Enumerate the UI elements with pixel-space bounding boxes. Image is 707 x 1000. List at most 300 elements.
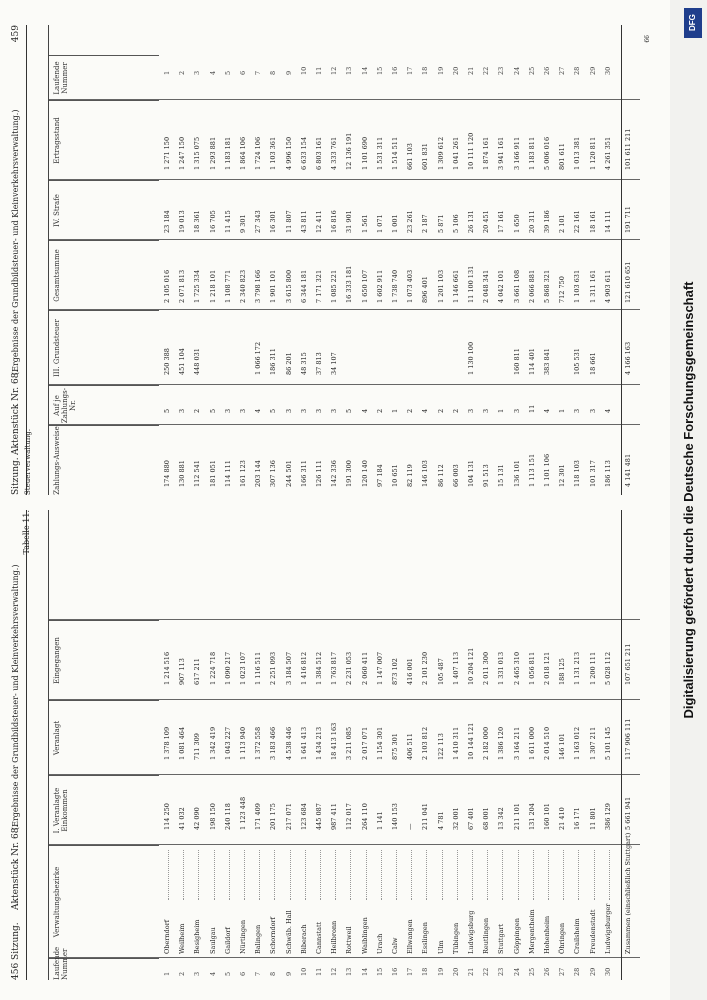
right-cell-e: 14 111 <box>603 210 612 233</box>
leader-dots <box>274 850 275 900</box>
table-row <box>328 25 341 495</box>
row-number: 15 <box>375 967 384 976</box>
right-cell-g: 12 <box>330 66 339 75</box>
table-row <box>252 25 265 495</box>
right-cell-e: 11 807 <box>284 210 293 233</box>
income-value: 1 141 <box>375 811 384 830</box>
left-col-head: Verwaltungsbezirke <box>49 845 159 958</box>
right-sub-title: Steuerverwaltung. <box>24 428 32 495</box>
right-cell-e: 18 161 <box>588 210 597 233</box>
right-cell-e: 43 811 <box>299 210 308 233</box>
right-cell-a: 10 651 <box>391 464 399 487</box>
received-value: 873 102 <box>391 658 399 685</box>
leader-dots <box>396 850 397 900</box>
left-header-mid: Aktenstück Nr. 68. <box>11 824 21 910</box>
right-cell-e: 2 101 <box>558 214 567 233</box>
right-total-a: 4 141 481 <box>624 453 632 487</box>
right-col-head: IV. Strafe <box>49 180 159 240</box>
leader-dots <box>533 850 534 900</box>
right-cell-g: 22 <box>482 66 491 75</box>
table-row <box>419 510 432 980</box>
row-number: 5 <box>223 971 232 976</box>
right-cell-b: 3 <box>223 408 232 413</box>
right-cell-a: 104 131 <box>467 460 475 487</box>
right-cell-g: 15 <box>375 66 384 75</box>
right-cell-g: 23 <box>497 66 506 75</box>
right-cell-d: 4 903 611 <box>603 269 612 303</box>
table-row <box>176 25 189 495</box>
table-row <box>359 510 372 980</box>
table-row <box>207 25 220 495</box>
right-cell-d: 3 615 800 <box>284 269 293 303</box>
table-row <box>602 25 615 495</box>
row-number: 17 <box>406 967 415 976</box>
right-cell-a: 114 111 <box>223 460 232 487</box>
leader-dots <box>229 850 230 900</box>
assessed-value: 3 183 466 <box>269 726 278 760</box>
right-cell-g: 27 <box>558 66 567 75</box>
income-value: 32 001 <box>451 807 460 830</box>
right-cell-e: 23 184 <box>163 210 171 233</box>
left-page <box>11 510 640 980</box>
right-cell-f: 10 111 120 <box>467 132 475 170</box>
right-cell-d: 3 798 166 <box>254 269 263 303</box>
table-row <box>465 25 478 495</box>
right-cell-a: 146 103 <box>421 460 430 487</box>
district-name: Reutlingen <box>482 917 491 954</box>
right-cell-f: 12 136 191 <box>345 132 354 170</box>
table-row <box>435 510 448 980</box>
assessed-value: 406 511 <box>406 733 415 760</box>
right-cell-g: 24 <box>512 66 521 75</box>
right-cell-e: 9 301 <box>239 214 247 233</box>
income-value: 16 171 <box>573 807 582 830</box>
received-value: 617 211 <box>193 658 202 685</box>
income-value: 198 150 <box>208 803 217 830</box>
leader-dots <box>183 850 184 900</box>
right-cell-e: 1 561 <box>360 214 369 233</box>
row-number: 3 <box>193 971 202 976</box>
leader-dots <box>168 850 169 900</box>
district-name: Oberndorf <box>163 919 171 954</box>
right-cell-f: 601 831 <box>421 143 430 170</box>
table-row <box>571 510 584 980</box>
right-cell-f: 1 309 612 <box>436 136 445 170</box>
assessed-value: 1 163 012 <box>573 726 582 760</box>
table-row <box>480 25 493 495</box>
right-cell-d: 712 750 <box>558 276 567 303</box>
income-value: 211 101 <box>512 803 521 830</box>
income-value: 41 032 <box>178 807 187 830</box>
right-cell-d: 1 103 631 <box>573 269 582 303</box>
right-cell-c: 250 388 <box>163 348 171 375</box>
assessed-value: 2 017 071 <box>360 726 369 760</box>
row-number: 14 <box>360 967 369 976</box>
table-row <box>283 25 296 495</box>
received-value: 2 018 121 <box>543 651 551 685</box>
left-header-left: 456 Sitzung. <box>11 922 21 980</box>
district-name: Weilheim <box>178 923 187 954</box>
table-row <box>556 510 569 980</box>
right-col-head: Auf je Zahlungs-Nr. <box>49 385 159 425</box>
leader-dots <box>411 850 412 900</box>
left-table-title: Tabelle 11. <box>22 510 31 555</box>
leader-dots <box>381 850 382 900</box>
right-cell-b: 2 <box>193 408 202 413</box>
right-cell-a: 101 317 <box>588 460 597 487</box>
table-row <box>359 25 372 495</box>
right-total-e: 191 711 <box>624 206 632 233</box>
income-value: 445 087 <box>315 803 323 830</box>
received-value: 10 204 121 <box>467 647 475 685</box>
table-row <box>404 25 417 495</box>
footnote: 66 <box>644 35 651 43</box>
right-cell-a: 142 336 <box>330 460 339 487</box>
leader-dots <box>472 850 473 900</box>
right-cell-e: 1 001 <box>391 214 399 233</box>
right-cell-c: 186 311 <box>269 348 278 375</box>
district-name: Balingen <box>254 924 263 954</box>
leader-dots <box>366 850 367 900</box>
right-cell-g: 26 <box>543 66 551 75</box>
income-value: 21 410 <box>558 807 567 830</box>
income-value: 112 017 <box>345 803 354 830</box>
right-page <box>11 25 651 495</box>
income-value: 13 342 <box>497 807 506 830</box>
right-cell-d: 1 146 661 <box>451 269 460 303</box>
right-cell-d: 2 066 881 <box>527 269 536 303</box>
received-value: 1 214 516 <box>163 651 171 685</box>
table-row <box>374 25 387 495</box>
row-number: 2 <box>178 971 187 976</box>
right-cell-b: 3 <box>330 408 339 413</box>
right-cell-e: 18 361 <box>193 210 202 233</box>
right-cell-d: 2 071 813 <box>178 269 187 303</box>
table-row <box>495 25 508 495</box>
leader-dots <box>563 850 564 900</box>
right-col-head: Ertragsstand <box>49 100 159 180</box>
right-total-c: 4 166 163 <box>624 341 632 375</box>
row-number: 26 <box>543 967 551 976</box>
table-row <box>176 510 189 980</box>
right-cell-d: 7 171 321 <box>315 269 323 303</box>
leader-dots <box>244 850 245 900</box>
right-cell-b: 5 <box>208 408 217 413</box>
district-name: Cannstatt <box>315 921 323 954</box>
right-cell-g: 3 <box>193 70 202 75</box>
right-header-left: Sitzung. <box>11 457 21 495</box>
received-value: 1 407 113 <box>451 651 460 685</box>
right-cell-g: 1 <box>163 70 171 75</box>
income-value: 386 129 <box>603 803 612 830</box>
right-cell-a: 91 513 <box>482 464 491 487</box>
right-col-head: III. Grundsteuer <box>49 310 159 385</box>
table-row <box>298 510 311 980</box>
income-value: 240 118 <box>223 803 232 830</box>
right-cell-c: 1 066 172 <box>254 341 263 375</box>
right-cell-f: 3 166 911 <box>512 136 521 170</box>
assessed-value: 1 611 000 <box>527 726 536 760</box>
right-cell-d: 1 085 221 <box>330 269 339 303</box>
district-name: Tübingen <box>451 922 460 954</box>
assessed-value: 2 103 812 <box>421 726 430 760</box>
table-row <box>161 25 174 495</box>
income-value: 114 250 <box>163 803 171 830</box>
right-cell-f: 6 803 161 <box>315 136 323 170</box>
right-cell-a: 15 131 <box>497 464 506 487</box>
right-cell-b: 4 <box>603 408 612 413</box>
income-value: 123 684 <box>299 803 308 830</box>
right-cell-a: 130 881 <box>178 460 187 487</box>
right-cell-d: 11 100 131 <box>467 265 475 303</box>
assessed-value: 1 378 109 <box>163 726 171 760</box>
right-cell-f: 1 315 075 <box>193 136 202 170</box>
right-cell-f: 4 996 150 <box>284 136 293 170</box>
income-value: 217 071 <box>284 803 293 830</box>
income-value: 140 153 <box>391 803 399 830</box>
received-value: 1 116 511 <box>254 651 263 685</box>
right-cell-g: 10 <box>299 66 308 75</box>
district-name: Besigheim <box>193 919 202 954</box>
assessed-value: 2 014 510 <box>543 726 551 760</box>
received-value: 188 125 <box>558 658 567 685</box>
leader-dots <box>259 850 260 900</box>
right-cell-a: 174 880 <box>163 460 171 487</box>
right-cell-d: 896 401 <box>421 276 430 303</box>
right-total-f: 101 611 211 <box>624 128 632 170</box>
total-income: 5 661 941 <box>624 796 632 830</box>
district-name: Schwäb. Hall <box>284 910 293 954</box>
table-row <box>328 510 341 980</box>
received-value: 416 001 <box>406 658 415 685</box>
right-cell-e: 22 161 <box>573 210 582 233</box>
right-cell-b: 1 <box>391 408 399 413</box>
total-row <box>621 25 640 495</box>
assessed-value: 1 113 940 <box>239 726 247 760</box>
right-cell-d: 1 108 771 <box>223 269 232 303</box>
right-cell-a: 166 311 <box>299 460 308 487</box>
row-number: 10 <box>299 967 308 976</box>
leader-dots <box>335 850 336 900</box>
leader-dots <box>518 850 519 900</box>
assessed-value: 2 182 000 <box>482 726 491 760</box>
right-cell-e: 20 451 <box>482 210 491 233</box>
right-cell-f: 1 013 381 <box>573 136 582 170</box>
table-row <box>511 25 524 495</box>
right-cell-a: 120 140 <box>360 460 369 487</box>
leader-dots <box>578 850 579 900</box>
right-cell-e: 39 186 <box>543 210 551 233</box>
row-number: 12 <box>330 967 339 976</box>
right-cell-a: 186 113 <box>603 460 612 487</box>
right-cell-d: 2 048 341 <box>482 269 491 303</box>
district-name: Ludwigsburger <box>603 903 612 954</box>
assessed-value: 146 101 <box>558 733 567 760</box>
right-table <box>48 25 640 495</box>
right-cell-g: 21 <box>467 66 475 75</box>
leader-dots <box>426 850 427 900</box>
income-value: 11 801 <box>588 807 597 830</box>
right-cell-c: 105 531 <box>573 348 582 375</box>
row-number: 4 <box>208 971 217 976</box>
table-row <box>267 510 280 980</box>
received-value: 1 147 007 <box>375 651 384 685</box>
right-cell-d: 16 333 181 <box>345 265 354 303</box>
right-cell-b: 3 <box>482 408 491 413</box>
table-row <box>571 25 584 495</box>
right-cell-e: 17 161 <box>497 210 506 233</box>
assessed-value: 5 101 145 <box>603 726 612 760</box>
district-name: Hohenheim <box>543 915 551 954</box>
right-cell-d: 2 105 016 <box>163 269 171 303</box>
left-header-right: (Ergebnisse der Grundbildsteuer- und Kleinverkehrsverwaltung.) <box>11 564 20 830</box>
right-cell-a: 307 136 <box>269 460 278 487</box>
side-caption <box>672 15 698 985</box>
right-cell-f: 1 271 150 <box>163 136 171 170</box>
table-row <box>511 510 524 980</box>
assessed-value: 875 301 <box>391 733 399 760</box>
right-cell-e: 16 705 <box>208 210 217 233</box>
received-value: 1 763 817 <box>330 651 339 685</box>
right-page-number: 459 <box>11 25 21 43</box>
table-row <box>495 510 508 980</box>
right-cell-e: 16 816 <box>330 210 339 233</box>
table-row <box>435 25 448 495</box>
right-col-head: Zahlungs-Ausweise <box>49 425 159 495</box>
right-cell-b: 2 <box>451 408 460 413</box>
right-cell-f: 1 247 150 <box>178 136 187 170</box>
leader-dots <box>305 850 306 900</box>
table-row <box>283 510 296 980</box>
right-cell-e: 12 411 <box>315 210 323 233</box>
right-cell-a: 118 103 <box>573 460 582 487</box>
assessed-value: 1 386 120 <box>497 726 506 760</box>
right-cell-g: 20 <box>451 66 460 75</box>
right-cell-d: 6 344 181 <box>299 269 308 303</box>
row-number: 24 <box>512 967 521 976</box>
right-cell-g: 18 <box>421 66 430 75</box>
income-value: 68 001 <box>482 807 491 830</box>
right-cell-e: 31 901 <box>345 210 354 233</box>
table-row <box>237 25 250 495</box>
right-cell-g: 8 <box>269 70 278 75</box>
assessed-value: 1 641 413 <box>299 726 308 760</box>
right-cell-e: 1 071 <box>375 214 384 233</box>
district-name: Öhringen <box>558 922 567 954</box>
right-cell-b: 3 <box>239 408 247 413</box>
table-row <box>587 510 600 980</box>
row-number: 30 <box>603 967 612 976</box>
right-cell-f: 4 261 351 <box>603 136 612 170</box>
right-cell-e: 26 131 <box>467 210 475 233</box>
assessed-value: 18 413 163 <box>330 722 339 760</box>
district-name: Ludwigsburg <box>467 910 475 954</box>
table-row <box>191 25 204 495</box>
leader-dots <box>198 850 199 900</box>
right-cell-f: 1 120 811 <box>588 136 597 170</box>
right-cell-d: 1 738 740 <box>391 269 399 303</box>
row-number: 27 <box>558 967 567 976</box>
table-row <box>404 510 417 980</box>
right-cell-g: 11 <box>315 66 323 75</box>
right-cell-a: 161 123 <box>239 460 247 487</box>
district-name: Mergentheim <box>527 909 536 954</box>
right-cell-g: 29 <box>588 66 597 75</box>
right-cell-b: 2 <box>436 408 445 413</box>
right-cell-c: 114 401 <box>527 348 536 375</box>
right-cell-b: 11 <box>527 404 536 413</box>
received-value: 2 465 310 <box>512 651 521 685</box>
right-cell-e: 5 871 <box>436 214 445 233</box>
assessed-value: 1 372 558 <box>254 726 263 760</box>
right-cell-a: 136 101 <box>512 460 521 487</box>
row-number: 11 <box>315 967 323 976</box>
right-cell-e: 19 013 <box>178 210 187 233</box>
right-cell-f: 801 611 <box>558 143 567 170</box>
row-number: 8 <box>269 971 278 976</box>
right-cell-b: 3 <box>299 408 308 413</box>
row-number: 13 <box>345 967 354 976</box>
table-row <box>450 25 463 495</box>
income-value: 4 781 <box>436 811 445 830</box>
left-table <box>48 510 640 980</box>
right-cell-a: 1 113 151 <box>527 453 536 487</box>
district-name: Calw <box>391 937 399 954</box>
right-cell-b: 2 <box>406 408 415 413</box>
right-cell-e: 2 187 <box>421 214 430 233</box>
right-cell-b: 2 <box>375 408 384 413</box>
right-cell-b: 1 <box>497 408 506 413</box>
right-cell-b: 4 <box>543 408 551 413</box>
received-value: 105 487 <box>436 658 445 685</box>
income-value: 171 409 <box>254 803 263 830</box>
row-number: 28 <box>573 967 582 976</box>
table-row <box>389 510 402 980</box>
received-value: 2 101 230 <box>421 651 430 685</box>
leader-dots <box>548 850 549 900</box>
right-cell-d: 2 340 823 <box>239 269 247 303</box>
right-cell-b: 1 <box>558 408 567 413</box>
right-total-d: 121 610 651 <box>624 261 632 303</box>
district-name: Göppingen <box>512 918 521 954</box>
right-cell-a: 244 501 <box>284 460 293 487</box>
right-cell-d: 1 725 334 <box>193 269 202 303</box>
received-value: 907 113 <box>178 658 187 685</box>
right-cell-d: 1 650 107 <box>360 269 369 303</box>
right-cell-e: 11 415 <box>223 210 232 233</box>
table-row <box>526 25 539 495</box>
assessed-value: 1 081 464 <box>178 726 187 760</box>
right-cell-c: 448 031 <box>193 348 202 375</box>
right-cell-d: 1 073 403 <box>406 269 415 303</box>
right-cell-b: 4 <box>360 408 369 413</box>
district-name: Ulm <box>436 940 445 954</box>
right-cell-g: 28 <box>573 66 582 75</box>
table-row <box>465 510 478 980</box>
row-number: 20 <box>451 967 460 976</box>
received-value: 2 231 053 <box>345 651 354 685</box>
table-row <box>222 510 235 980</box>
right-cell-f: 1 514 511 <box>391 136 399 170</box>
assessed-value: 1 410 311 <box>451 726 460 760</box>
assessed-value: 1 043 227 <box>223 726 232 760</box>
right-cell-f: 4 333 761 <box>330 136 339 170</box>
assessed-value: 122 113 <box>436 733 445 760</box>
received-value: 1 331 013 <box>497 651 506 685</box>
right-cell-b: 4 <box>254 408 263 413</box>
received-value: 2 251 093 <box>269 651 278 685</box>
right-cell-a: 12 301 <box>558 464 567 487</box>
